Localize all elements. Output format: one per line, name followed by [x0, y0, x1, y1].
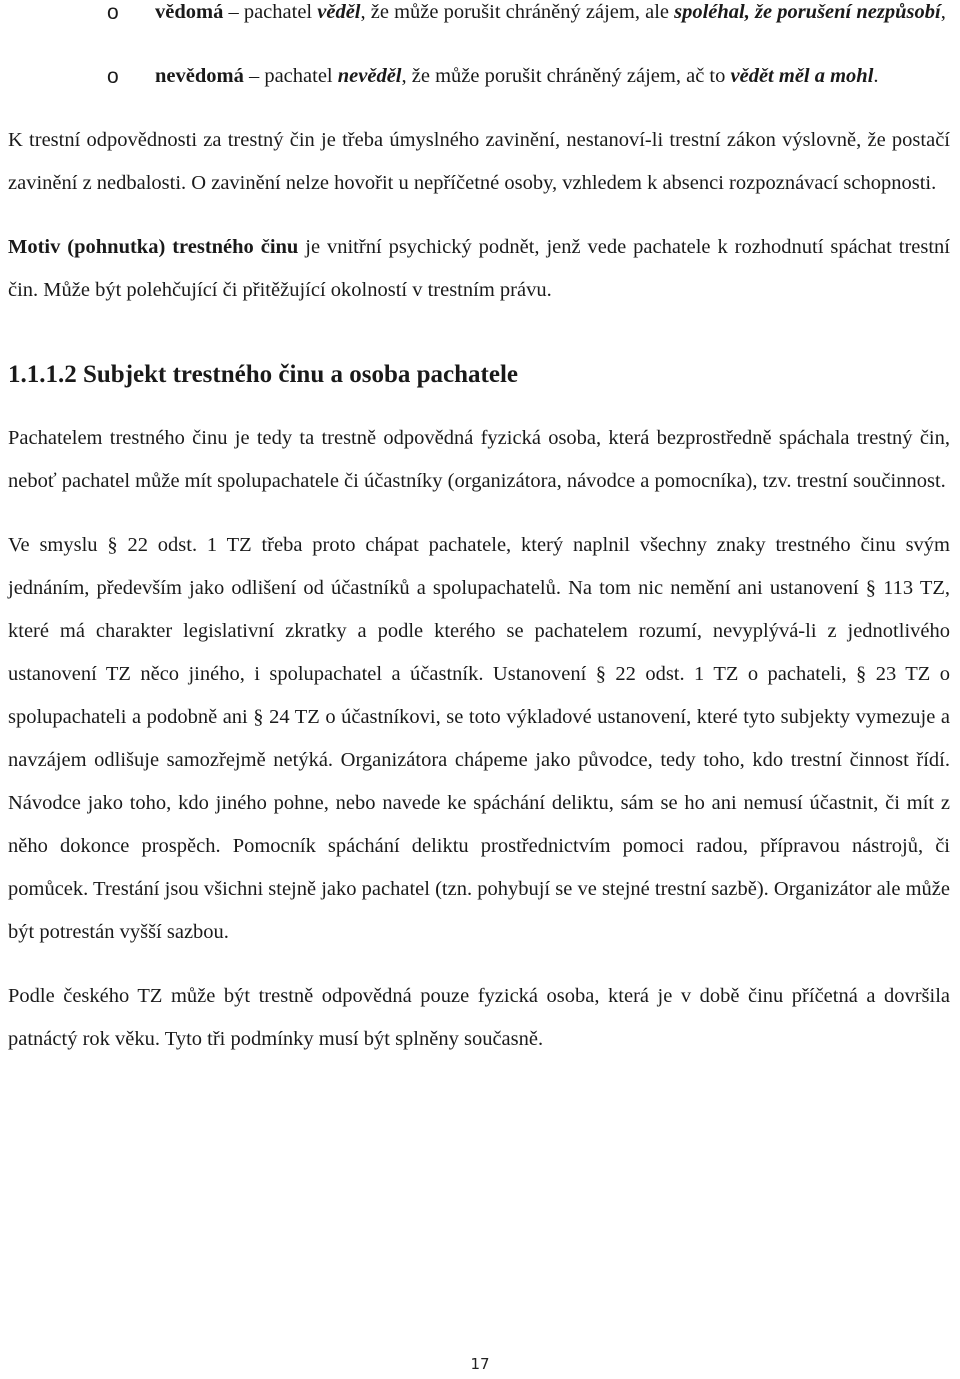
list-item-emphasis: věděl: [317, 1, 361, 23]
paragraph-section-22: Ve smyslu § 22 odst. 1 TZ třeba proto chápat pachatele, který naplnil všechny znaky trestného činu svým jednáním, především jako odlišení od účastníků a spolupachatelů. Na tom nic nemění ani ustanovení § 113 TZ, které má charakter legislativní zkratky a podle kterého se pachatelem rozumí, nevyplývá-li z jednotlivého ustanovení TZ něco jiného, i spolupachatel a účastník. Ustanovení § 22 odst. 1 TZ o pachateli, § 23 TZ o spolupachateli a podobně ani § 24 TZ o účastníkovi, se toto výkladové ustanovení, které tyto subjekty vymezuje a navzájem odlišuje samozřejmě netýká. Organizátora chápeme jako původce, tedy toho, kdo trestní činnost řídí. Návodce jako toho, kdo jiného pohne, nebo navede ke spáchání deliktu, sám se ho ani nemusí účastnit, či mít z něho dokonce prospěch. Pomocník spáchání deliktu prostřednictvím pomoci radou, přípravou nástrojů, či pomůcek. Trestání jsou všichni stejně jako pachatel (tzn. pohybují se ve stejné trestní sazbě). Organizátor ale může být potrestán vyšší sazbou.: [8, 534, 950, 943]
bullet-marker: o: [107, 65, 119, 88]
list-item-emphasis: nevěděl: [337, 65, 402, 87]
paragraph-perpetrator: Pachatelem trestného činu je tedy ta trestně odpovědná fyzická osoba, která bezprostředně spáchala trestný čin, neboť pachatel může mít spolupachatele či účastníky (organizátora, návodce a pomocníka), tzv. trestní součinnost.: [8, 427, 950, 492]
page-number: 17: [470, 1355, 490, 1373]
list-item-text: , že může porušit chráněný zájem, ale: [360, 1, 675, 23]
list-item-emphasis: vědět měl a mohl: [730, 65, 874, 87]
list-item-emphasis: spoléhal, že porušení nezpůsobí: [674, 1, 941, 23]
list-item-text: .: [873, 65, 879, 87]
list-item-text: – pachatel: [223, 1, 318, 23]
list-item-text: – pachatel: [243, 65, 338, 87]
document-page: [8, 0, 958, 1061]
list-item-term: vědomá: [155, 1, 224, 23]
list-item: [8, 0, 958, 34]
negligence-types-list: [8, 0, 958, 98]
paragraph-liability: K trestní odpovědnosti za trestný čin je třeba úmyslného zavinění, nestanoví-li trestní zákon výslovně, že postačí zavinění z nedbalosti. O zavinění nelze hovořit u nepříčetné osoby, vzhledem k absenci rozpoznávací schopnosti.: [8, 129, 950, 194]
paragraph-czech-law: Podle českého TZ může být trestně odpovědná pouze fyzická osoba, která je v době činu příčetná a dovršila patnáctý rok věku. Tyto tři podmínky musí být splněny současně.: [8, 985, 950, 1050]
list-item-text: , že může porušit chráněný zájem, ač to: [401, 65, 731, 87]
paragraph-motive: [8, 226, 958, 312]
bullet-marker: o: [107, 1, 119, 24]
list-item: [8, 55, 958, 98]
section-heading: 1.1.1.2 Subjekt trestného činu a osoba pachatele: [8, 361, 518, 388]
motive-text: je vnitřní psychický podnět, jenž vede pachatele k rozhodnutí spáchat trestní čin. Může být polehčující či přitěžující okolností v trestním právu.: [8, 236, 950, 301]
list-item-term: nevědomá: [155, 65, 244, 87]
motive-term: Motiv (pohnutka) trestného činu: [8, 236, 299, 258]
list-item-text: ,: [940, 1, 946, 23]
